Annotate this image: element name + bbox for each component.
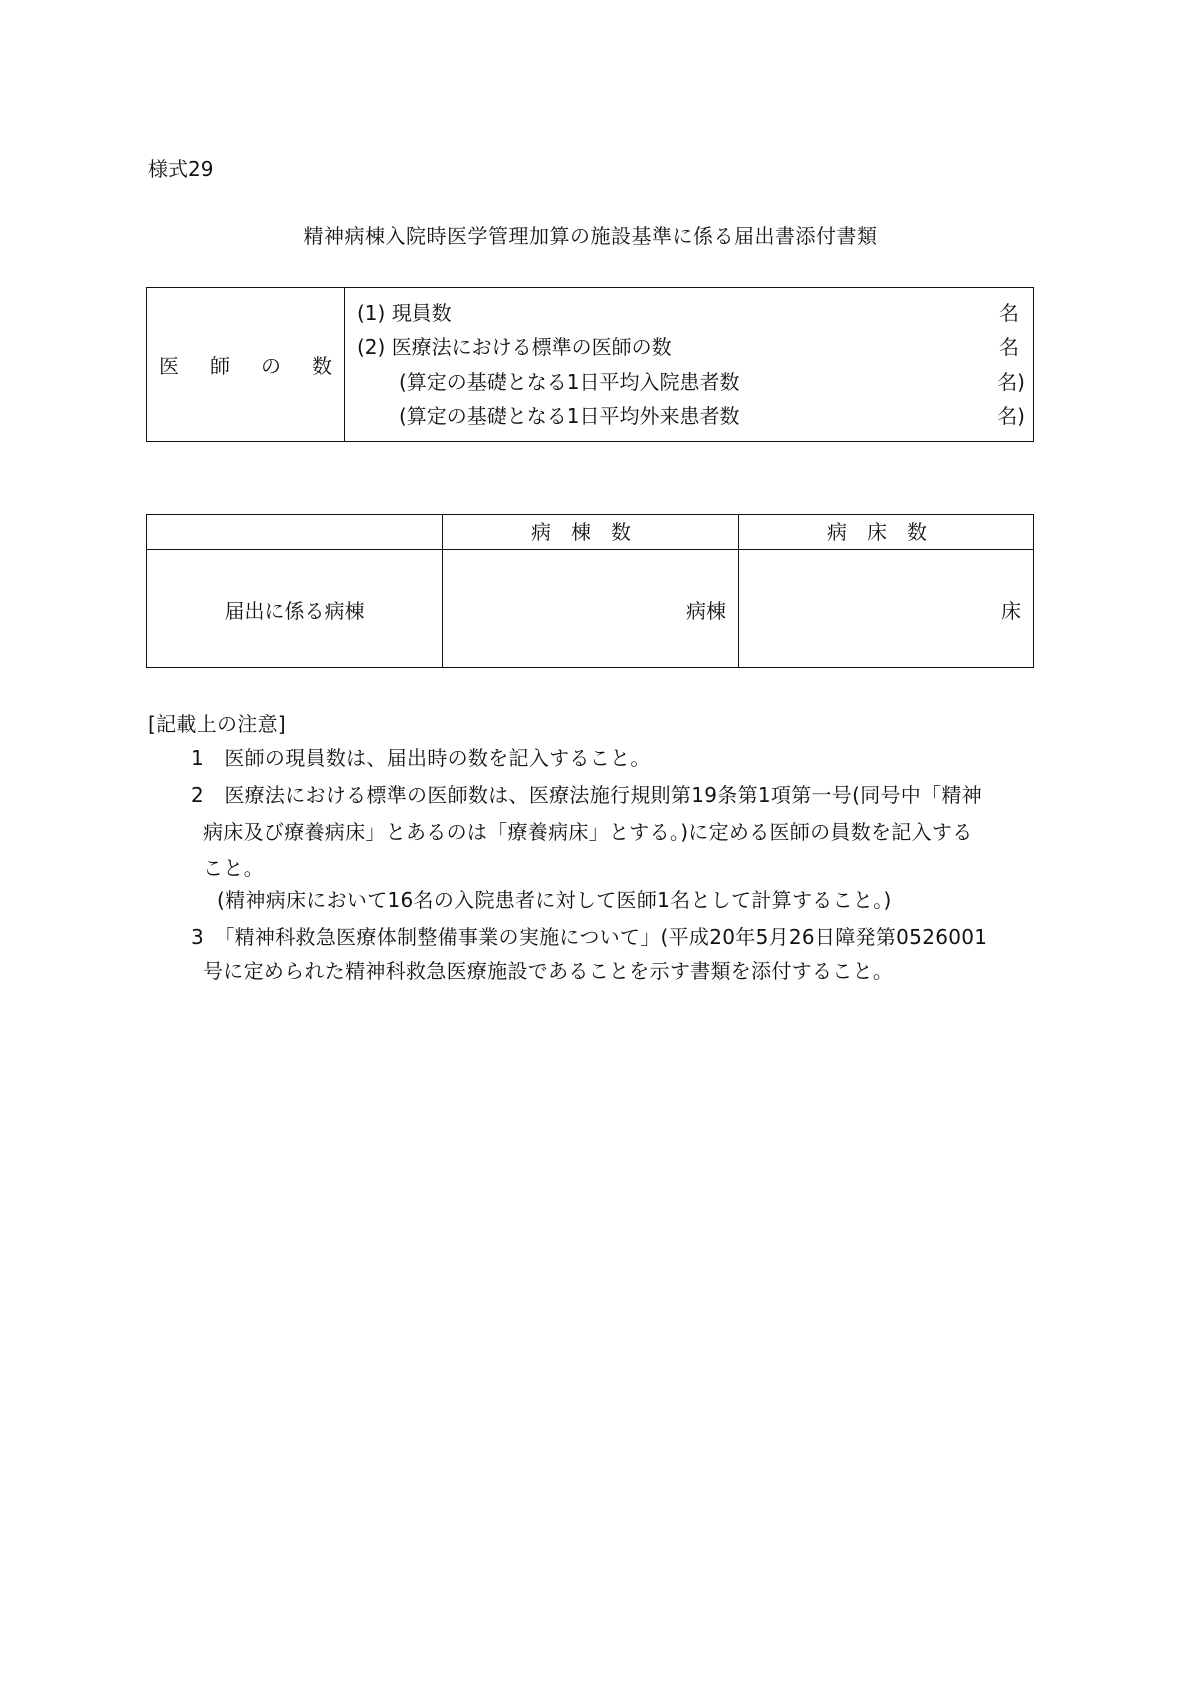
header-bed-count: 病床数 (827, 520, 947, 544)
row-inpatients: (算定の基礎となる1日平均入院患者数 (399, 370, 740, 394)
unit-label: 名) (997, 404, 1025, 428)
label-char: 数 (312, 354, 332, 378)
note-line: (精神病床において16名の入院患者に対して医師1名として計算すること。) (217, 888, 892, 912)
header-ward-count: 病棟数 (531, 520, 651, 544)
bed-count-cell (740, 550, 1033, 669)
label-char: 師 (210, 354, 230, 378)
ward-count-cell (444, 550, 738, 669)
row-standard-doctors: (2) 医療法における標準の医師の数 (357, 335, 672, 359)
notes-heading: [記載上の注意] (148, 712, 287, 736)
note-line: 号に定められた精神科救急医療施設であることを示す書類を添付すること。 (203, 959, 894, 983)
unit-label: 名 (999, 301, 1019, 325)
unit-label: 名) (997, 370, 1025, 394)
row-label (147, 550, 442, 669)
row-outpatients: (算定の基礎となる1日平均外来患者数 (399, 404, 740, 428)
note-line: 3 「精神科救急医療体制整備事業の実施について」(平成20年5月26日障発第0526001 (191, 925, 988, 949)
unit-label: 床 (1001, 599, 1021, 623)
note-line: 病床及び療養病床」とあるのは「療養病床」とする。)に定める医師の員数を記入する (203, 820, 973, 844)
table-divider (442, 515, 443, 667)
row-current-staff: (1) 現員数 (357, 301, 452, 325)
unit-label: 名 (999, 335, 1019, 359)
table-divider (344, 288, 345, 441)
row-label-text: 届出に係る病棟 (224, 599, 365, 623)
doctor-count-label (147, 288, 344, 441)
label-char: の (261, 354, 281, 378)
note-line: 2 医療法における標準の医師数は、医療法施行規則第19条第1項第一号(同号中「精神 (191, 783, 983, 807)
ward-table (146, 514, 1034, 668)
document-title: 精神病棟入院時医学管理加算の施設基準に係る届出書添付書類 (303, 224, 878, 248)
doctor-count-table (146, 287, 1034, 442)
note-line: こと。 (203, 856, 264, 880)
form-number: 様式29 (148, 157, 214, 181)
label-char: 医 (159, 354, 179, 378)
table-divider (738, 515, 739, 667)
note-line: 1 医師の現員数は、届出時の数を記入すること。 (191, 746, 651, 770)
unit-label: 病棟 (686, 599, 726, 623)
